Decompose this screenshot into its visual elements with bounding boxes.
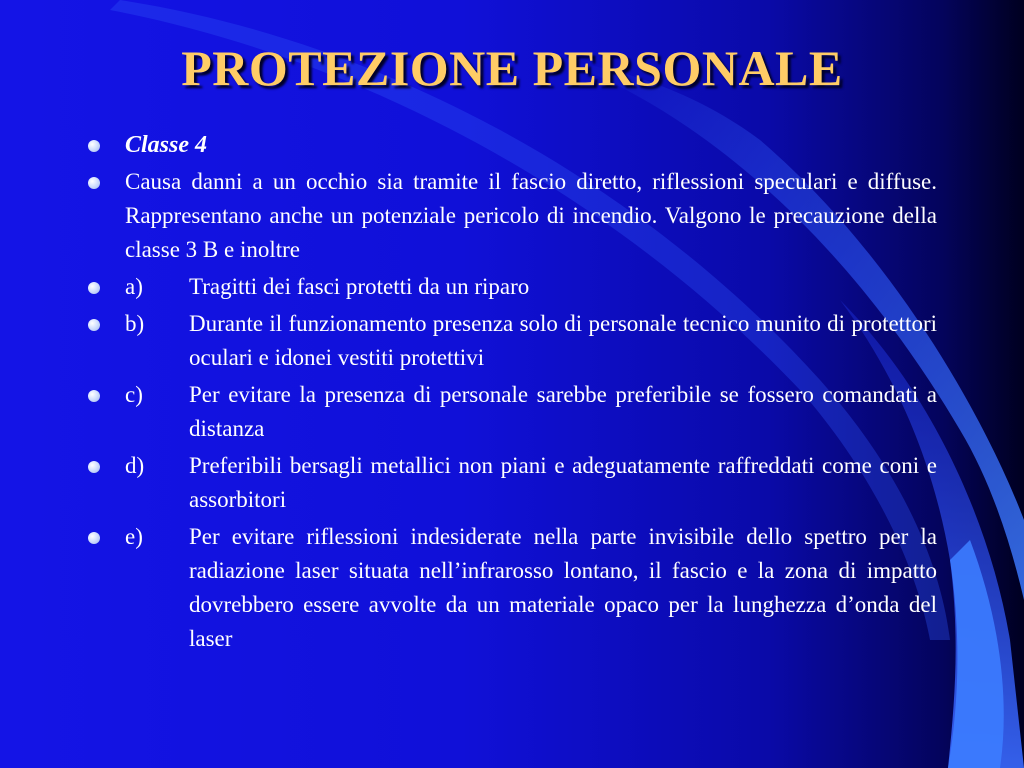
list-item-text: Classe 4	[125, 132, 208, 158]
list-item-body	[125, 307, 937, 375]
sphere-bullet-icon	[88, 532, 100, 544]
list-item-label: c)	[125, 382, 143, 407]
list-item-body	[125, 449, 937, 517]
sphere-bullet-icon	[88, 390, 100, 402]
list-item	[88, 520, 937, 656]
list-item-text: Preferibili bersagli metallici non piani e adeguatamente raffreddati come coni e assorbitori	[189, 453, 937, 512]
bullet-list	[88, 128, 937, 659]
list-item	[88, 128, 937, 162]
list-item	[88, 165, 937, 267]
list-item	[88, 307, 937, 375]
list-item-label: a)	[125, 274, 143, 299]
sphere-bullet-icon	[88, 177, 100, 189]
list-item-label: d)	[125, 453, 145, 478]
list-item-label: b)	[125, 311, 145, 336]
sphere-bullet-icon	[88, 319, 100, 331]
list-item-text: Per evitare riflessioni indesiderate nella parte invisibile dello spettro per la radiazione laser situata nell’infrarosso lontano, il fascio e la zona di impatto dovrebbero essere avvolte da un materiale opaco per la lunghezza d’onda del laser	[189, 524, 937, 651]
sphere-bullet-icon	[88, 140, 100, 152]
list-item-text: Per evitare la presenza di personale sarebbe preferibile se fossero comandati a distanza	[189, 382, 937, 441]
sphere-bullet-icon	[88, 282, 100, 294]
list-item	[88, 378, 937, 446]
list-item-text: Durante il funzionamento presenza solo di personale tecnico munito di protettori oculari e idonei vestiti protettivi	[189, 311, 937, 370]
list-item	[88, 449, 937, 517]
list-item	[88, 270, 937, 304]
list-item-body	[125, 520, 937, 656]
list-item-body	[125, 270, 937, 304]
list-item-text: Causa danni a un occhio sia tramite il fascio diretto, riflessioni speculari e diffuse. Rappresentano anche un potenziale pericolo di incendio. Valgono le precauzione della classe 3 B e inoltre	[125, 169, 937, 262]
slide-title: PROTEZIONE PERSONALE	[181, 40, 843, 96]
list-item-body	[125, 378, 937, 446]
list-item-label: e)	[125, 524, 143, 549]
sphere-bullet-icon	[88, 461, 100, 473]
list-item-text: Tragitti dei fasci protetti da un riparo	[189, 274, 530, 299]
